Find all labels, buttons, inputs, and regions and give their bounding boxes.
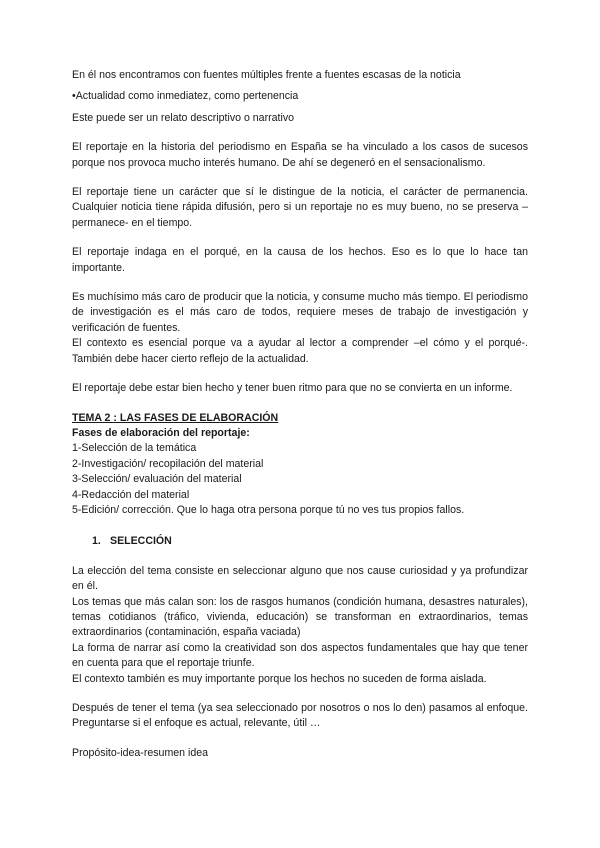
paragraph-character: El reportaje tiene un carácter que sí le distingue de la noticia, el carácter de permanencia. Cualquier noticia tiene rápida difusión, pero si un reportaje no es muy bueno, no se preserva –permanece- en el tiempo. (72, 186, 528, 229)
phases-title: Fases de elaboración del reportaje: (72, 426, 250, 439)
seleccion-paragraph: El contexto también es muy importante porque los hechos no suceden de forma aislada. (72, 672, 487, 685)
paragraph-why: El reportaje indaga en el porqué, en la causa de los hechos. Eso es lo que lo hace tan importante. (72, 246, 528, 274)
seleccion-paragraph: La elección del tema consiste en seleccionar alguno que nos cause curiosidad y ya profundizar en él. (72, 564, 528, 593)
section-heading: TEMA 2 : LAS FASES DE ELABORACIÓN (72, 411, 279, 424)
phase-item: 4-Redacción del material (72, 488, 190, 501)
intro-line-2: •Actualidad como inmediatez, como pertenencia (72, 90, 299, 103)
intro-line-1: En él nos encontramos con fuentes múltiples frente a fuentes escasas de la noticia (72, 69, 461, 81)
paragraph-enfoque: Después de tener el tema (ya sea seleccionado por nosotros o nos lo den) pasamos al enfoque. Preguntarse si el enfoque es actual, relevante, útil … (72, 702, 528, 730)
phase-item: 3-Selección/ evaluación del material (72, 473, 242, 486)
subsection-heading (92, 534, 528, 549)
subsection-title: SELECCIÓN (110, 535, 172, 548)
proposito-line: Propósito-idea-resumen idea (72, 746, 209, 759)
phase-item: 2-Investigación/ recopilación del material (72, 457, 264, 470)
paragraph-context: El contexto es esencial porque va a ayudar al lector a comprender –el cómo y el porqué-. También debe hacer cierto reflejo de la actualidad. (72, 337, 528, 365)
paragraph-rhythm: El reportaje debe estar bien hecho y tener buen ritmo para que no se convierta en un informe. (72, 382, 513, 395)
document-page (72, 68, 528, 761)
seleccion-paragraph: Los temas que más calan son: los de rasgos humanos (condición humana, desastres naturales), temas cotidianos (tráfico, vivienda, educación) se transforman en extraordinarios, temas extraordinarios (contaminación, españa vaciada) (72, 595, 528, 639)
subsection-number: 1. (92, 535, 101, 548)
paragraph-history: El reportaje en la historia del periodismo en España se ha vinculado a los casos de sucesos porque nos provoca mucho interés humano. De ahí se degeneró en el sensacionalismo. (72, 141, 528, 169)
paragraph-cost: Es muchísimo más caro de producir que la noticia, y consume mucho más tiempo. El periodismo de investigación es el más caro de todos, requiere meses de trabajo de investigación y verificación de fuentes. (72, 291, 528, 334)
phases-list (72, 426, 528, 518)
seleccion-paragraph: La forma de narrar así como la creatividad son dos aspectos fundamentales que hay que tener en cuenta para que el reportaje triunfe. (72, 641, 528, 670)
intro-line-3: Este puede ser un relato descriptivo o narrativo (72, 111, 295, 124)
phase-item: 1-Selección de la temática (72, 442, 197, 455)
phase-item: 5-Edición/ corrección. Que lo haga otra persona porque tú no ves tus propios fallos. (72, 503, 465, 516)
